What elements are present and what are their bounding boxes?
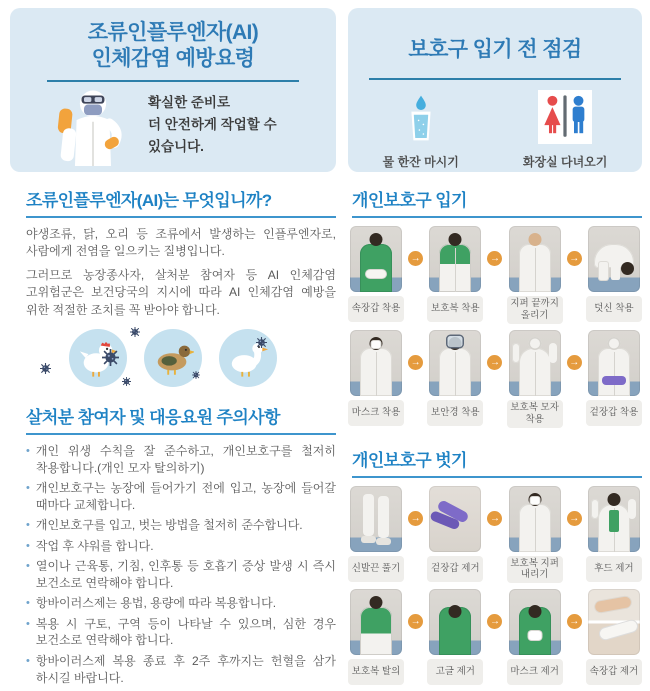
step-photo <box>350 486 402 552</box>
ppe-step <box>507 226 563 324</box>
bullet-text: 개인 위생 수칙을 잘 준수하고, 개인보호구를 철저히 착용합니다.(개인 모자 탈의하기) <box>35 443 336 475</box>
person-head <box>607 493 620 506</box>
bullet-text: 항바이러스제는 용법, 용량에 따라 복용합니다. <box>35 596 277 611</box>
step-photo <box>350 589 402 655</box>
caution-heading-underline <box>26 433 336 435</box>
step-caption: 신발끈 풀기 <box>348 556 404 582</box>
step-photo <box>429 589 481 655</box>
person-head <box>528 337 541 350</box>
person-detail <box>602 376 626 385</box>
what-heading-underline <box>26 216 336 218</box>
ppe-step <box>507 330 563 428</box>
hero-message <box>148 92 277 158</box>
person-detail <box>609 510 619 532</box>
bullet-text: 개인보호구를 입고, 벗는 방법을 철저히 준수합니다. <box>35 518 303 533</box>
left-hero-box <box>10 8 336 172</box>
step-caption: 보호복 모자 착용 <box>507 400 563 428</box>
ppe-step <box>586 330 642 426</box>
step-caption: 겉장갑 제거 <box>427 556 483 582</box>
step-photo <box>350 226 402 292</box>
ppe-step <box>507 589 563 685</box>
left-column <box>10 8 336 690</box>
check-label: 물 한잔 마시기 <box>382 155 459 169</box>
next-step-arrow-icon: → <box>487 251 502 266</box>
ppe-step <box>348 486 404 582</box>
person-detail <box>363 494 374 536</box>
ppe-step <box>507 486 563 584</box>
step-caption: 고글 제거 <box>427 659 483 685</box>
ppe-step-row <box>348 589 642 685</box>
person-torso <box>519 348 551 396</box>
virus-icon <box>192 371 200 379</box>
step-caption: 보호복 착용 <box>427 296 483 322</box>
right-column <box>348 8 642 691</box>
virus-icon <box>256 337 267 348</box>
ppe-step <box>348 589 404 685</box>
donning-section <box>348 186 642 218</box>
virus-icon <box>122 377 131 386</box>
ppe-step <box>586 589 642 685</box>
person-detail <box>594 596 631 613</box>
caution-bullet <box>26 558 336 591</box>
caution-bullet <box>26 443 336 476</box>
poster-title-line1: 조류인플루엔자(AI) <box>87 21 259 44</box>
person-detail <box>528 631 541 640</box>
person-head <box>449 233 462 246</box>
step-caption: 보호복 지퍼 내리기 <box>507 556 563 584</box>
what-heading: 조류인플루엔자(AI)는 무엇입니까? <box>26 191 272 210</box>
step-caption: 속장갑 제거 <box>586 659 642 685</box>
doffing-steps <box>348 486 642 686</box>
ppe-step <box>427 330 483 426</box>
step-caption: 보안경 착용 <box>427 400 483 426</box>
person-torso <box>360 607 392 655</box>
water-glass-icon <box>405 89 437 145</box>
check-title: 보호구 입기 전 점검 <box>408 38 582 61</box>
doffing-heading-underline <box>352 476 642 478</box>
bullet-text: 작업 후 샤워를 합니다. <box>35 538 154 553</box>
next-step-arrow-icon: → <box>567 511 582 526</box>
next-step-arrow-icon: → <box>408 251 423 266</box>
poster-title-line2: 인체감염 예방요령 <box>91 47 255 71</box>
donning-heading: 개인보호구 입기 <box>352 191 467 210</box>
step-photo <box>588 226 640 292</box>
right-hero-box <box>348 8 642 172</box>
caution-bullet <box>26 595 336 612</box>
person-torso <box>598 348 630 396</box>
what-paragraphs <box>10 226 336 319</box>
step-caption: 덧신 착용 <box>586 296 642 322</box>
check-label: 화장실 다녀오기 <box>522 155 608 169</box>
person-detail <box>437 499 470 524</box>
ppe-step <box>586 226 642 322</box>
ppe-step <box>427 486 483 582</box>
bird-circle-goose <box>219 329 277 387</box>
bullet-text: 열이나 근육통, 기침, 인후통 등 호흡기 증상 발생 시 즉시 보건소로 연락해야 합니다. <box>35 559 336 590</box>
pre-donning-checks <box>348 89 642 170</box>
bullet-dot-icon: • <box>26 560 30 573</box>
person-detail <box>599 262 608 280</box>
step-photo <box>429 330 481 396</box>
ppe-worker-icon <box>52 84 134 166</box>
step-photo <box>509 486 561 552</box>
next-step-arrow-icon: → <box>408 614 423 629</box>
ppe-step <box>427 589 483 685</box>
virus-icon <box>102 349 119 366</box>
hero-message-line: 확실한 준비로 <box>148 95 230 111</box>
donning-heading-underline <box>352 216 642 218</box>
person-head <box>621 262 634 275</box>
step-photo <box>588 486 640 552</box>
person-torso <box>360 244 392 292</box>
person-detail <box>366 270 386 278</box>
virus-icon <box>40 363 51 374</box>
step-caption: 지퍼 끝까지 올리기 <box>507 296 563 324</box>
step-photo <box>588 330 640 396</box>
ppe-step <box>348 330 404 426</box>
doffing-heading: 개인보호구 벗기 <box>352 450 467 470</box>
step-caption: 겉장갑 착용 <box>586 400 642 426</box>
bullet-text: 복용 시 구토, 구역 등이 나타날 수 있으며, 심한 경우 보건소로 연락해야 합니다. <box>35 616 336 648</box>
step-photo <box>429 486 481 552</box>
hero-body <box>10 82 336 166</box>
donning-steps <box>348 226 642 428</box>
poster-title <box>10 8 336 73</box>
ppe-step <box>427 226 483 322</box>
person-torso <box>439 244 471 292</box>
step-photo <box>588 589 640 655</box>
bullet-text: 개인보호구는 농장에 들어가기 전에 입고, 농장에 들어갈 때마다 교체합니다. <box>35 481 336 512</box>
person-head <box>528 605 541 618</box>
next-step-arrow-icon: → <box>567 251 582 266</box>
person-detail <box>372 341 381 348</box>
person-head <box>528 233 541 246</box>
birds-row <box>10 325 336 391</box>
caution-bullet <box>26 480 336 513</box>
what-section <box>10 186 336 218</box>
step-caption: 보호복 탈의 <box>348 659 404 685</box>
person-detail <box>530 497 539 504</box>
step-photo <box>509 589 561 655</box>
caution-bullet <box>26 517 336 534</box>
bullet-dot-icon: • <box>26 597 30 610</box>
next-step-arrow-icon: → <box>567 614 582 629</box>
next-step-arrow-icon: → <box>487 511 502 526</box>
bullet-dot-icon: • <box>26 519 30 532</box>
caution-bullet <box>26 538 336 555</box>
bullet-dot-icon: • <box>26 654 30 667</box>
person-torso <box>519 504 551 552</box>
ppe-step-row <box>348 226 642 324</box>
step-photo <box>350 330 402 396</box>
caution-bullet <box>26 653 336 686</box>
person-detail <box>448 336 463 347</box>
bullet-text: 항바이러스제 복용 종료 후 2주 후까지는 헌혈을 삼가 하시길 바랍니다. <box>35 653 336 685</box>
step-photo <box>509 330 561 396</box>
bullet-dot-icon: • <box>26 539 30 552</box>
person-head <box>607 337 620 350</box>
step-caption: 속장갑 착용 <box>348 296 404 322</box>
check-item-restroom <box>523 89 607 170</box>
caution-list <box>10 443 336 686</box>
bullet-dot-icon: • <box>26 617 30 630</box>
ppe-step <box>348 226 404 322</box>
caution-heading: 살처분 참여자 및 대응요원 주의사항 <box>26 407 280 427</box>
next-step-arrow-icon: → <box>487 614 502 629</box>
check-title-underline <box>369 78 621 80</box>
ppe-step-row <box>348 330 642 428</box>
step-caption: 마스크 착용 <box>348 400 404 426</box>
person-torso <box>439 348 471 396</box>
bullet-dot-icon: • <box>26 482 30 495</box>
check-item-water <box>383 89 459 170</box>
doffing-section <box>348 446 642 478</box>
caution-section <box>10 403 336 435</box>
step-photo <box>509 226 561 292</box>
step-photo <box>429 226 481 292</box>
ppe-step-row <box>348 486 642 584</box>
virus-icon <box>130 327 140 337</box>
person-head <box>370 233 383 246</box>
next-step-arrow-icon: → <box>408 511 423 526</box>
body-paragraph: 그러므로 농장종사자, 살처분 참여자 등 AI 인체감염 고위험군은 보건당국의 지시에 따라 AI 인체감염 예방을 위한 적절한 조치를 꼭 받아야 합니다. <box>26 267 336 317</box>
person-head <box>370 596 383 609</box>
caution-bullet <box>26 616 336 649</box>
hero-message-line: 더 안전하게 작업할 수 <box>148 116 277 132</box>
restroom-icon <box>538 89 592 145</box>
step-caption: 마스크 제거 <box>507 659 563 685</box>
next-step-arrow-icon: → <box>408 355 423 370</box>
hero-message-line: 있습니다. <box>148 138 204 154</box>
person-torso <box>360 348 392 396</box>
next-step-arrow-icon: → <box>567 355 582 370</box>
step-caption: 후드 제거 <box>586 556 642 582</box>
person-torso <box>519 244 551 292</box>
body-paragraph: 야생조류, 닭, 오리 등 조류에서 발생하는 인플루엔자로, 사람에게 전염을 일으키는 질병입니다. <box>26 227 336 259</box>
bullet-dot-icon: • <box>26 444 30 457</box>
person-head <box>449 605 462 618</box>
ppe-step <box>586 486 642 582</box>
duck-icon <box>152 337 194 379</box>
next-step-arrow-icon: → <box>487 355 502 370</box>
